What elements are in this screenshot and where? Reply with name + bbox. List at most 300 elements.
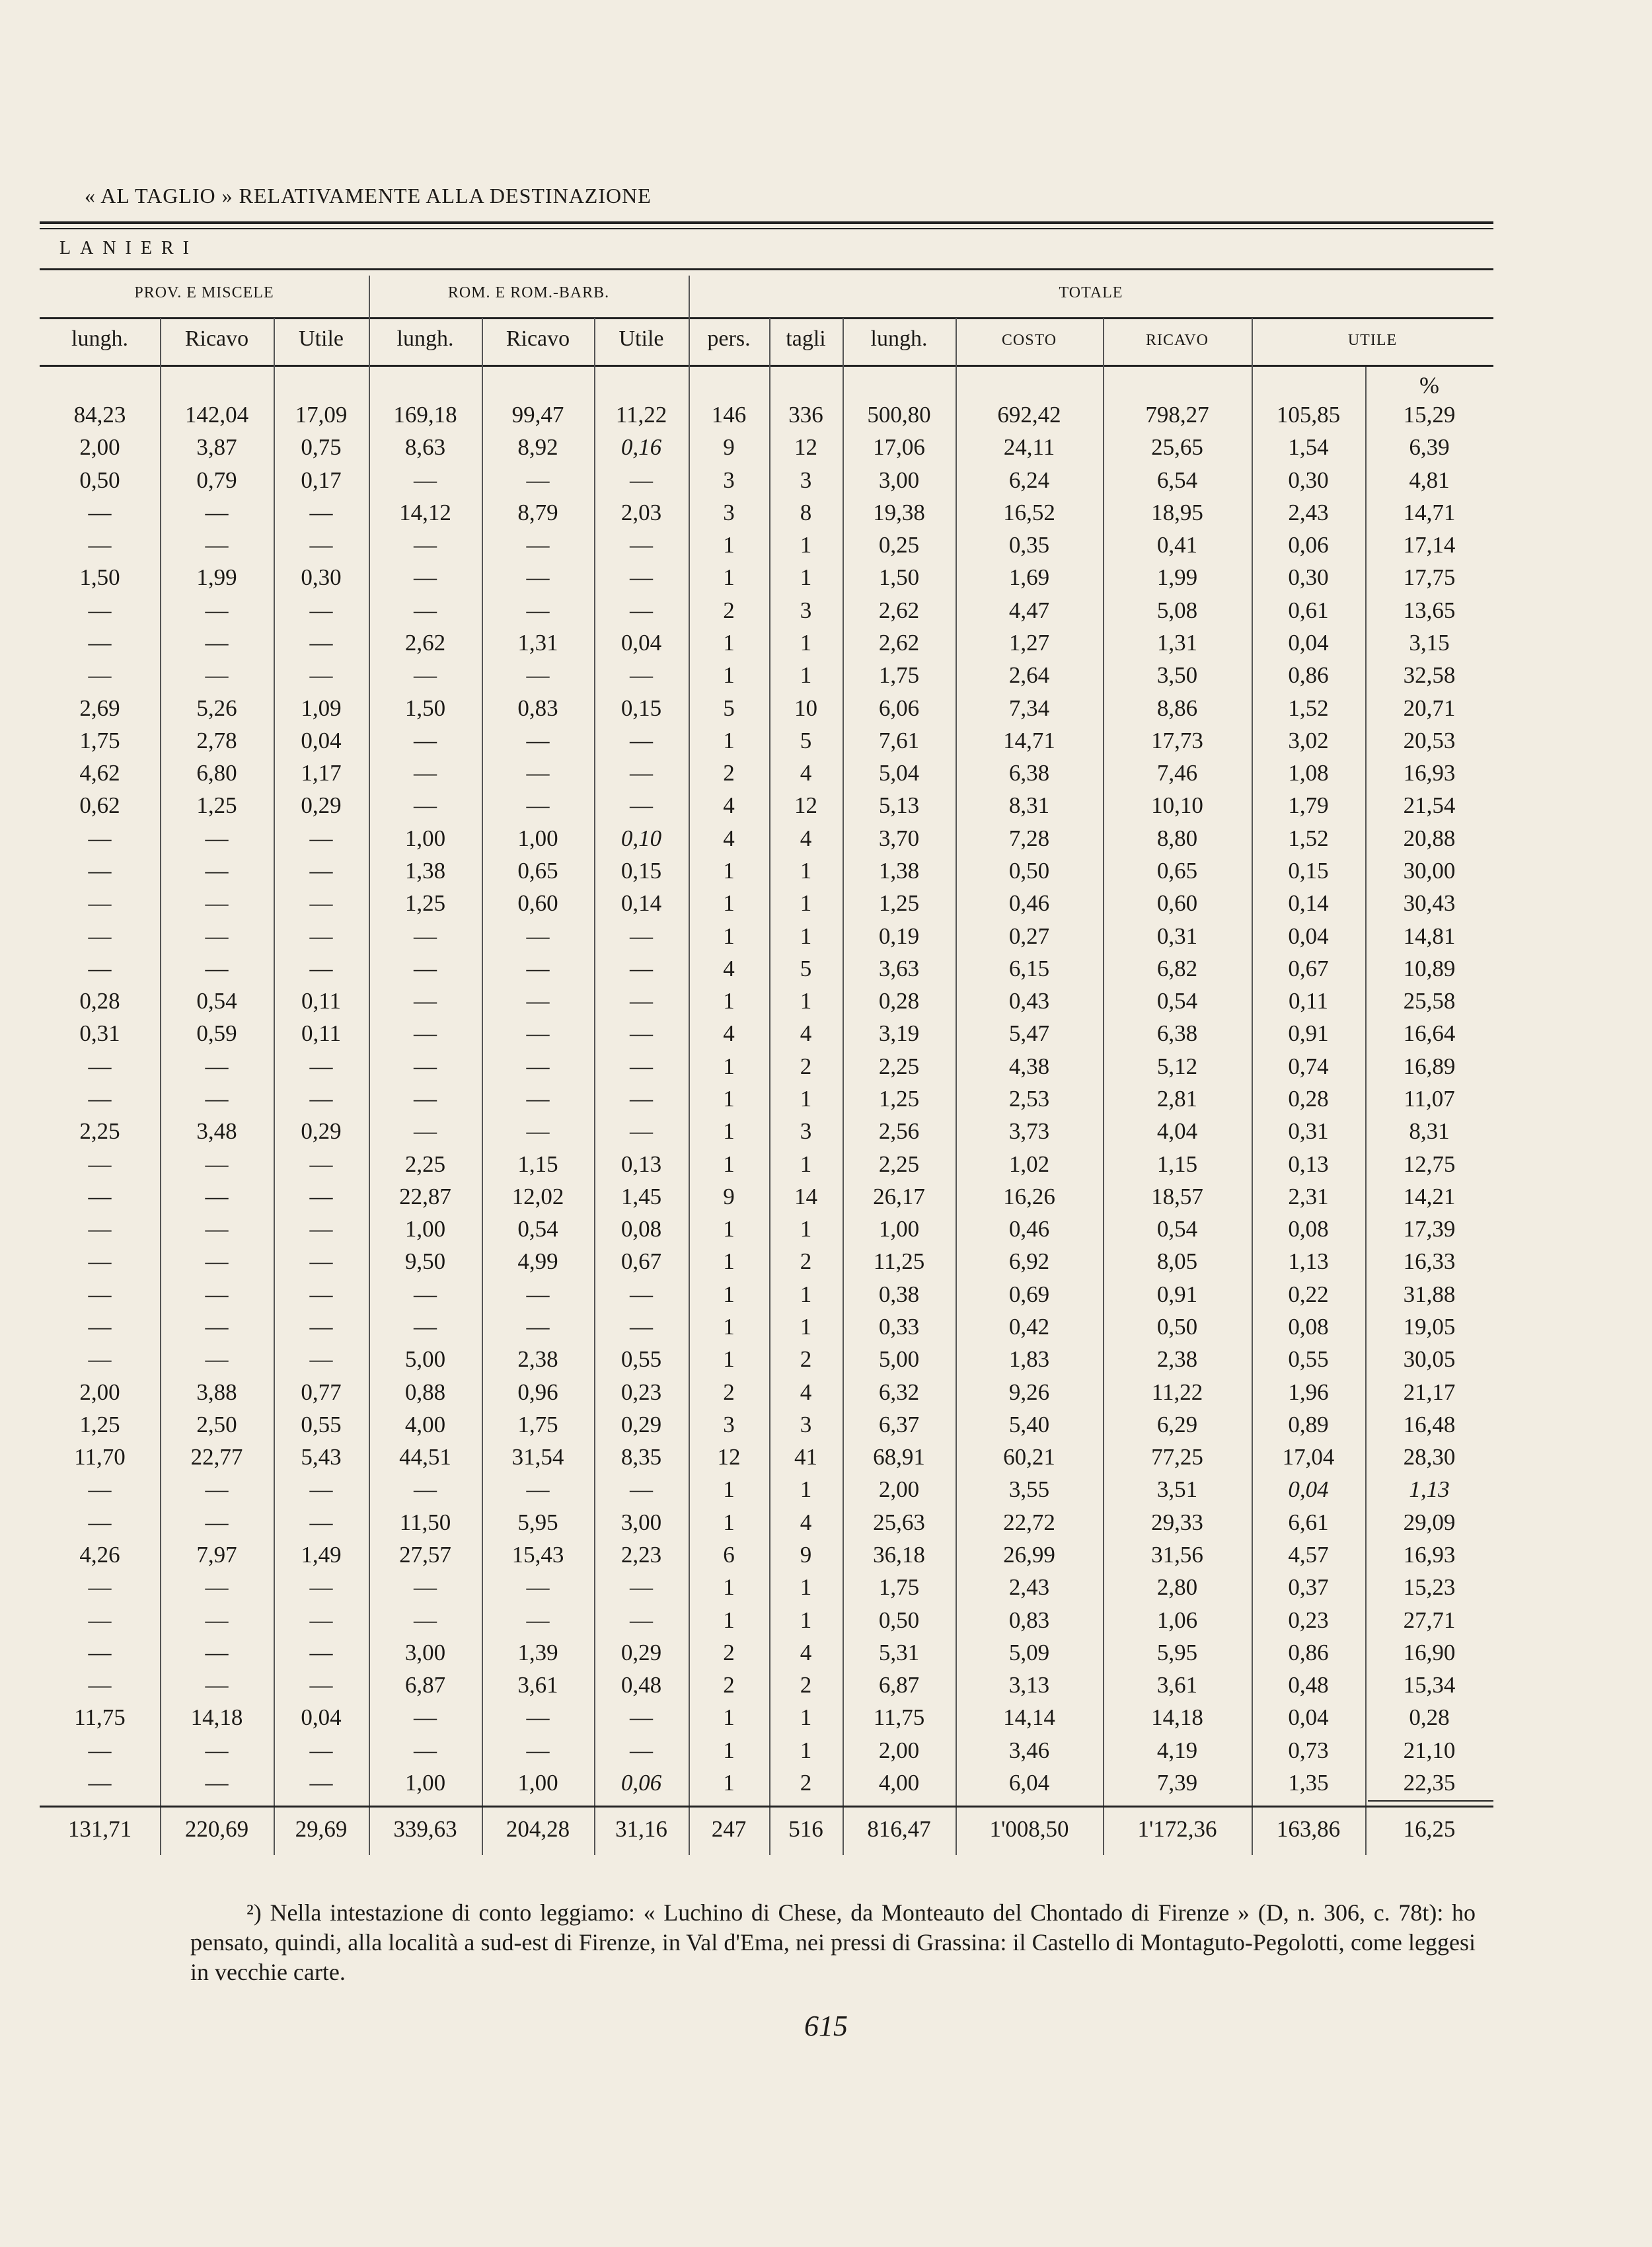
table-row (0, 890, 1652, 921)
table-row (0, 1346, 1652, 1377)
cell-pers: 1 (723, 1476, 735, 1503)
cell-rom-utile: 0,23 (620, 1379, 662, 1405)
cell-prov-lungh: — (88, 890, 112, 917)
cell-utile: 0,30 (1288, 467, 1329, 493)
cell-rom-utile: 0,29 (620, 1411, 662, 1437)
cell-rom-ricavo: 3,61 (517, 1672, 558, 1698)
cell-prov-utile: — (309, 499, 333, 525)
cell-costo: 6,24 (1008, 467, 1050, 493)
cell-rom-lungh: 1,00 (404, 1216, 446, 1242)
cell-utile: 0,89 (1288, 1411, 1329, 1437)
cell-costo: 4,38 (1008, 1053, 1050, 1079)
percent-label: % (1419, 372, 1439, 399)
cell-prov-lungh: — (88, 1281, 112, 1307)
cell-prov-ricavo: — (205, 1151, 229, 1177)
title-double-rule-bottom (40, 228, 1493, 229)
cell-rom-utile: — (630, 1574, 653, 1601)
cell-rom-lungh: — (414, 1053, 437, 1079)
cell-prov-ricavo: — (205, 630, 229, 656)
cell-costo: 22,72 (1003, 1509, 1055, 1535)
cell-prov-ricavo: — (205, 662, 229, 689)
cell-utile: 1,96 (1288, 1379, 1329, 1405)
cell-tot-lungh: 2,25 (878, 1151, 920, 1177)
cell-tot-lungh: 1,25 (878, 1086, 920, 1112)
cell-rom-utile: — (630, 1053, 653, 1079)
cell-prov-utile: — (309, 1053, 333, 1079)
cell-ricavo: 17,73 (1151, 727, 1203, 753)
table-row (0, 1020, 1652, 1051)
cell-tot-lungh: 3,70 (878, 825, 920, 851)
cell-tot-lungh: 19,38 (873, 499, 925, 525)
cell-prov-utile: 0,04 (301, 727, 342, 753)
cell-rom-ricavo: — (526, 467, 550, 493)
cell-rom-utile: 0,06 (620, 1770, 662, 1796)
cell-rom-ricavo: 0,83 (517, 695, 558, 721)
cell-utile: 3,02 (1288, 727, 1329, 753)
cell-tagli: 10 (794, 695, 817, 721)
cell-prov-ricavo: 7,97 (196, 1542, 237, 1568)
cell-pers: 4 (723, 955, 735, 981)
section-label: LANIERI (59, 238, 198, 258)
cell-tagli: 12 (794, 434, 817, 461)
cell-rom-lungh: 2,25 (404, 1151, 446, 1177)
cell-prov-utile: — (309, 1346, 333, 1373)
group-header-rule (40, 317, 1493, 319)
cell-prov-ricavo: — (205, 1086, 229, 1112)
cell-prov-ricavo: 142,04 (184, 402, 249, 428)
cell-costo: 2,64 (1008, 662, 1050, 689)
cell-ricavo: 5,12 (1156, 1053, 1198, 1079)
cell-utile: 0,23 (1288, 1607, 1329, 1633)
cell-ricavo: 4,19 (1156, 1737, 1198, 1763)
cell-rom-utile: 0,48 (620, 1672, 662, 1698)
cell-costo: 5,09 (1008, 1639, 1050, 1665)
cell-utile-pct: 32,58 (1403, 662, 1456, 689)
cell-rom-lungh: 2,62 (404, 630, 446, 656)
cell-prov-lungh: — (88, 499, 112, 525)
cell-costo: 0,43 (1008, 988, 1050, 1014)
cell-prov-utile: — (309, 662, 333, 689)
cell-utile-pct: 21,54 (1403, 792, 1456, 819)
cell-ricavo: 2,80 (1156, 1574, 1198, 1601)
cell-rom-ricavo: 1,00 (517, 1770, 558, 1796)
cell-utile-pct: 13,65 (1403, 597, 1456, 623)
cell-utile-pct: 19,05 (1403, 1314, 1456, 1340)
cell-ricavo: 1,99 (1156, 564, 1198, 591)
cell-tot-lungh: 1,38 (878, 858, 920, 884)
cell-rom-utile: 2,03 (620, 499, 662, 525)
cell-rom-lungh: 3,00 (404, 1639, 446, 1665)
cell-ricavo: 0,50 (1156, 1314, 1198, 1340)
cell-utile-pct: 20,88 (1403, 825, 1456, 851)
cell-tot-lungh: 0,38 (878, 1281, 920, 1307)
cell-rom-lungh: — (414, 1476, 437, 1503)
cell-prov-lungh: — (88, 1248, 112, 1275)
cell-pers: 247 (711, 1816, 747, 1842)
cell-prov-ricavo: — (205, 1346, 229, 1373)
cell-prov-lungh: — (88, 923, 112, 949)
cell-tagli: 1 (800, 1086, 812, 1112)
cell-tot-lungh: 6,87 (878, 1672, 920, 1698)
cell-costo: 3,55 (1008, 1476, 1050, 1503)
cell-tot-lungh: 816,47 (867, 1816, 931, 1842)
cell-prov-lungh: — (88, 1770, 112, 1796)
cell-tot-lungh: 1,50 (878, 564, 920, 591)
cell-utile: 0,14 (1288, 890, 1329, 917)
cell-pers: 1 (723, 1704, 735, 1731)
cell-rom-utile: — (630, 1314, 653, 1340)
cell-tagli: 1 (800, 630, 812, 656)
cell-tot-lungh: 2,62 (878, 630, 920, 656)
cell-pers: 1 (723, 1509, 735, 1535)
cell-prov-ricavo: — (205, 825, 229, 851)
cell-utile-pct: 27,71 (1403, 1607, 1456, 1633)
totals-row-values (0, 1816, 1652, 1847)
cell-prov-lungh: 11,75 (74, 1704, 126, 1731)
cell-pers: 1 (723, 1216, 735, 1242)
cell-utile: 0,86 (1288, 662, 1329, 689)
section-rule (40, 268, 1493, 270)
cell-costo: 60,21 (1003, 1444, 1055, 1470)
cell-costo: 0,27 (1008, 923, 1050, 949)
cell-ricavo: 0,41 (1156, 532, 1198, 558)
cell-pers: 1 (723, 727, 735, 753)
cell-utile-pct: 10,89 (1403, 955, 1456, 981)
cell-tot-lungh: 68,91 (873, 1444, 925, 1470)
cell-costo: 0,69 (1008, 1281, 1050, 1307)
cell-prov-utile: — (309, 532, 333, 558)
cell-tot-lungh: 25,63 (873, 1509, 925, 1535)
cell-tagli: 9 (800, 1542, 812, 1568)
cell-prov-ricavo: — (205, 1216, 229, 1242)
cell-costo: 1'008,50 (989, 1816, 1069, 1842)
cell-ricavo: 3,61 (1156, 1672, 1198, 1698)
cell-pers: 5 (723, 695, 735, 721)
cell-pers: 146 (711, 402, 747, 428)
cell-prov-utile: — (309, 825, 333, 851)
cell-rom-ricavo: — (526, 727, 550, 753)
cell-rom-ricavo: — (526, 1574, 550, 1601)
table-row (0, 1444, 1652, 1474)
cell-prov-ricavo: 220,69 (184, 1816, 249, 1842)
cell-prov-ricavo: — (205, 1476, 229, 1503)
cell-utile-pct: 16,33 (1403, 1248, 1456, 1275)
column-header-prov-utile: Utile (299, 326, 344, 351)
cell-prov-lungh: 0,28 (79, 988, 120, 1014)
cell-pers: 2 (723, 760, 735, 786)
cell-rom-utile: — (630, 727, 653, 753)
cell-ricavo: 4,04 (1156, 1118, 1198, 1145)
cell-tagli: 2 (800, 1770, 812, 1796)
cell-prov-utile: 0,75 (301, 434, 342, 461)
cell-utile: 0,22 (1288, 1281, 1329, 1307)
cell-ricavo: 11,22 (1151, 1379, 1203, 1405)
cell-rom-ricavo: — (526, 760, 550, 786)
cell-costo: 0,50 (1008, 858, 1050, 884)
cell-utile: 0,86 (1288, 1639, 1329, 1665)
cell-utile: 6,61 (1288, 1509, 1329, 1535)
cell-tagli: 3 (800, 1118, 812, 1145)
cell-utile-pct: 16,90 (1403, 1639, 1456, 1665)
footnote: ²) Nella intestazione di conto leggiamo: « Luchino di Chese, da Monteauto del Chontado di Firenze » (D, n. 306, c. 78t): ho pensato, quindi, alla località a sud-est di Firenze, in Val d'Ema, nei pressi di Grassina: il Castello di Montaguto-Pegolotti, come leggesi in vecchie carte. (190, 1899, 1476, 1985)
cell-rom-utile: — (630, 564, 653, 591)
cell-prov-ricavo: — (205, 858, 229, 884)
cell-utile-pct: 29,09 (1403, 1509, 1456, 1535)
cell-prov-ricavo: 22,77 (190, 1444, 243, 1470)
cell-rom-ricavo: — (526, 1118, 550, 1145)
cell-costo: 16,52 (1003, 499, 1055, 525)
cell-costo: 1,27 (1008, 630, 1050, 656)
cell-tot-lungh: 2,25 (878, 1053, 920, 1079)
cell-prov-utile: 5,43 (301, 1444, 342, 1470)
cell-ricavo: 3,50 (1156, 662, 1198, 689)
cell-costo: 0,35 (1008, 532, 1050, 558)
table-row (0, 858, 1652, 888)
cell-prov-utile: — (309, 1737, 333, 1763)
cell-prov-lungh: — (88, 1574, 112, 1601)
cell-rom-ricavo: — (526, 1704, 550, 1731)
cell-tagli: 1 (800, 1704, 812, 1731)
cell-prov-utile: 17,09 (295, 402, 348, 428)
cell-utile: 0,31 (1288, 1118, 1329, 1145)
cell-ricavo: 8,80 (1156, 825, 1198, 851)
cell-prov-utile: — (309, 1216, 333, 1242)
cell-rom-ricavo: — (526, 1314, 550, 1340)
cell-rom-utile: 31,16 (615, 1816, 667, 1842)
table-row (0, 1216, 1652, 1246)
cell-prov-lungh: — (88, 858, 112, 884)
cell-rom-lungh: 339,63 (393, 1816, 457, 1842)
cell-utile: 163,86 (1276, 1816, 1341, 1842)
cell-prov-lungh: 131,71 (67, 1816, 132, 1842)
cell-rom-lungh: — (414, 1118, 437, 1145)
cell-prov-utile: 0,11 (301, 1020, 341, 1047)
cell-rom-ricavo: 1,00 (517, 825, 558, 851)
cell-pers: 1 (723, 630, 735, 656)
cell-costo: 4,47 (1008, 597, 1050, 623)
cell-prov-ricavo: — (205, 1770, 229, 1796)
cell-prov-utile: 1,49 (301, 1542, 342, 1568)
cell-rom-utile: 0,08 (620, 1216, 662, 1242)
cell-tot-lungh: 500,80 (867, 402, 931, 428)
cell-ricavo: 5,95 (1156, 1639, 1198, 1665)
cell-ricavo: 1,06 (1156, 1607, 1198, 1633)
cell-utile-pct: 25,58 (1403, 988, 1456, 1014)
cell-tagli: 1 (800, 662, 812, 689)
table-row (0, 1476, 1652, 1507)
cell-pers: 3 (723, 499, 735, 525)
cell-ricavo: 14,18 (1151, 1704, 1203, 1731)
cell-prov-ricavo: 3,48 (196, 1118, 237, 1145)
cell-tot-lungh: 36,18 (873, 1542, 925, 1568)
cell-rom-ricavo: 1,39 (517, 1639, 558, 1665)
cell-rom-lungh: 6,87 (404, 1672, 446, 1698)
cell-rom-utile: — (630, 1607, 653, 1633)
cell-prov-lungh: — (88, 1476, 112, 1503)
cell-utile: 0,48 (1288, 1672, 1329, 1698)
cell-pers: 1 (723, 564, 735, 591)
cell-utile: 0,04 (1288, 630, 1329, 656)
cell-prov-lungh: — (88, 1509, 112, 1535)
column-header-tot-lungh: lungh. (870, 326, 928, 351)
cell-prov-lungh: 84,23 (73, 402, 126, 428)
cell-prov-lungh: — (88, 1737, 112, 1763)
cell-tot-lungh: 1,75 (878, 1574, 920, 1601)
cell-utile-pct: 16,93 (1403, 1542, 1456, 1568)
cell-prov-lungh: 2,25 (79, 1118, 120, 1145)
cell-prov-ricavo: 14,18 (190, 1704, 243, 1731)
cell-rom-utile: 8,35 (620, 1444, 662, 1470)
cell-rom-lungh: — (414, 760, 437, 786)
cell-prov-utile: 1,17 (301, 760, 342, 786)
cell-utile-pct: 22,35 (1403, 1770, 1456, 1796)
cell-utile-pct: 21,17 (1403, 1379, 1456, 1405)
cell-pers: 1 (723, 662, 735, 689)
cell-rom-utile: — (630, 467, 653, 493)
cell-tagli: 5 (800, 727, 812, 753)
cell-rom-ricavo: 4,99 (517, 1248, 558, 1275)
cell-pers: 2 (723, 1379, 735, 1405)
cell-rom-lungh: — (414, 1281, 437, 1307)
cell-pers: 1 (723, 1281, 735, 1307)
cell-ricavo: 1,31 (1156, 630, 1198, 656)
cell-prov-lungh: — (88, 1314, 112, 1340)
cell-rom-lungh: 22,87 (399, 1183, 451, 1209)
table-row (0, 630, 1652, 660)
cell-tagli: 4 (800, 1639, 812, 1665)
cell-prov-utile: 29,69 (295, 1816, 348, 1842)
table-row (0, 1379, 1652, 1410)
cell-ricavo: 0,54 (1156, 988, 1198, 1014)
cell-tagli: 1 (800, 1314, 812, 1340)
table-row (0, 923, 1652, 954)
cell-rom-ricavo: 15,43 (511, 1542, 564, 1568)
cell-rom-lungh: 1,00 (404, 1770, 446, 1796)
cell-rom-lungh: 1,38 (404, 858, 446, 884)
cell-tot-lungh: 3,00 (878, 467, 920, 493)
cell-rom-utile: 3,00 (620, 1509, 662, 1535)
cell-utile-pct: 4,81 (1409, 467, 1450, 493)
cell-prov-lungh: — (88, 1346, 112, 1373)
cell-utile-pct: 14,81 (1403, 923, 1456, 949)
cell-rom-lungh: 11,50 (399, 1509, 451, 1535)
cell-ricavo: 6,82 (1156, 955, 1198, 981)
cell-utile: 0,04 (1288, 1704, 1329, 1731)
cell-prov-ricavo: — (205, 923, 229, 949)
cell-prov-ricavo: — (205, 532, 229, 558)
cell-rom-lungh: 169,18 (393, 402, 457, 428)
cell-pers: 1 (723, 1248, 735, 1275)
cell-rom-lungh: — (414, 1607, 437, 1633)
cell-rom-utile: 0,14 (620, 890, 662, 917)
table-row (0, 1248, 1652, 1279)
cell-pers: 1 (723, 1770, 735, 1796)
cell-rom-lungh: 1,00 (404, 825, 446, 851)
cell-ricavo: 1'172,36 (1137, 1816, 1217, 1842)
cell-tot-lungh: 0,33 (878, 1314, 920, 1340)
column-header-pers: pers. (707, 326, 751, 351)
cell-costo: 6,92 (1008, 1248, 1050, 1275)
table-row (0, 1086, 1652, 1116)
cell-utile-pct: 30,43 (1403, 890, 1456, 917)
cell-rom-lungh: — (414, 727, 437, 753)
cell-tot-lungh: 3,19 (878, 1020, 920, 1047)
cell-tagli: 336 (788, 402, 823, 428)
cell-tot-lungh: 1,25 (878, 890, 920, 917)
cell-costo: 6,04 (1008, 1770, 1050, 1796)
cell-rom-ricavo: 8,92 (517, 434, 558, 461)
table-row (0, 1704, 1652, 1735)
cell-pers: 1 (723, 1574, 735, 1601)
cell-costo: 16,26 (1003, 1183, 1055, 1209)
cell-prov-ricavo: 1,25 (196, 792, 237, 819)
table-row (0, 1314, 1652, 1344)
cell-rom-lungh: — (414, 955, 437, 981)
cell-ricavo: 0,54 (1156, 1216, 1198, 1242)
cell-prov-ricavo: — (205, 1509, 229, 1535)
cell-ricavo: 31,56 (1151, 1542, 1203, 1568)
cell-tot-lungh: 5,13 (878, 792, 920, 819)
cell-tot-lungh: 2,00 (878, 1737, 920, 1763)
group-header-rom: ROM. E ROM.-BARB. (447, 284, 610, 301)
cell-rom-lungh: 27,57 (399, 1542, 451, 1568)
cell-tot-lungh: 5,31 (878, 1639, 920, 1665)
cell-prov-ricavo: — (205, 1737, 229, 1763)
cell-utile: 0,06 (1288, 532, 1329, 558)
cell-tagli: 1 (800, 858, 812, 884)
table-row (0, 434, 1652, 465)
cell-ricavo: 1,15 (1156, 1151, 1198, 1177)
cell-prov-utile: — (309, 1183, 333, 1209)
cell-utile-pct: 17,75 (1403, 564, 1456, 591)
cell-ricavo: 8,86 (1156, 695, 1198, 721)
cell-prov-ricavo: 5,26 (196, 695, 237, 721)
cell-pers: 9 (723, 434, 735, 461)
cell-costo: 5,47 (1008, 1020, 1050, 1047)
cell-rom-ricavo: — (526, 988, 550, 1014)
cell-rom-ricavo: 5,95 (517, 1509, 558, 1535)
cell-costo: 9,26 (1008, 1379, 1050, 1405)
cell-tagli: 516 (788, 1816, 823, 1842)
cell-prov-ricavo: — (205, 1248, 229, 1275)
cell-utile: 0,67 (1288, 955, 1329, 981)
cell-tot-lungh: 5,00 (878, 1346, 920, 1373)
column-header-tagli: tagli (786, 326, 826, 351)
cell-rom-ricavo: 99,47 (511, 402, 564, 428)
cell-rom-lungh: 8,63 (404, 434, 446, 461)
cell-tagli: 4 (800, 825, 812, 851)
cell-pers: 1 (723, 858, 735, 884)
cell-utile: 0,61 (1288, 597, 1329, 623)
cell-prov-lungh: — (88, 1183, 112, 1209)
cell-costo: 14,14 (1003, 1704, 1055, 1731)
cell-prov-lungh: — (88, 1607, 112, 1633)
cell-prov-lungh: 11,70 (74, 1444, 126, 1470)
cell-tot-lungh: 1,00 (878, 1216, 920, 1242)
cell-prov-lungh: — (88, 630, 112, 656)
table-row (0, 792, 1652, 823)
table-row (0, 728, 1652, 758)
cell-rom-ricavo: 0,65 (517, 858, 558, 884)
cell-costo: 26,99 (1003, 1542, 1055, 1568)
cell-rom-utile: — (630, 923, 653, 949)
cell-rom-lungh: — (414, 532, 437, 558)
cell-prov-utile: — (309, 1607, 333, 1633)
cell-tot-lungh: 4,00 (878, 1770, 920, 1796)
cell-rom-ricavo: 0,96 (517, 1379, 558, 1405)
cell-utile: 4,57 (1288, 1542, 1329, 1568)
cell-tagli: 1 (800, 1476, 812, 1503)
